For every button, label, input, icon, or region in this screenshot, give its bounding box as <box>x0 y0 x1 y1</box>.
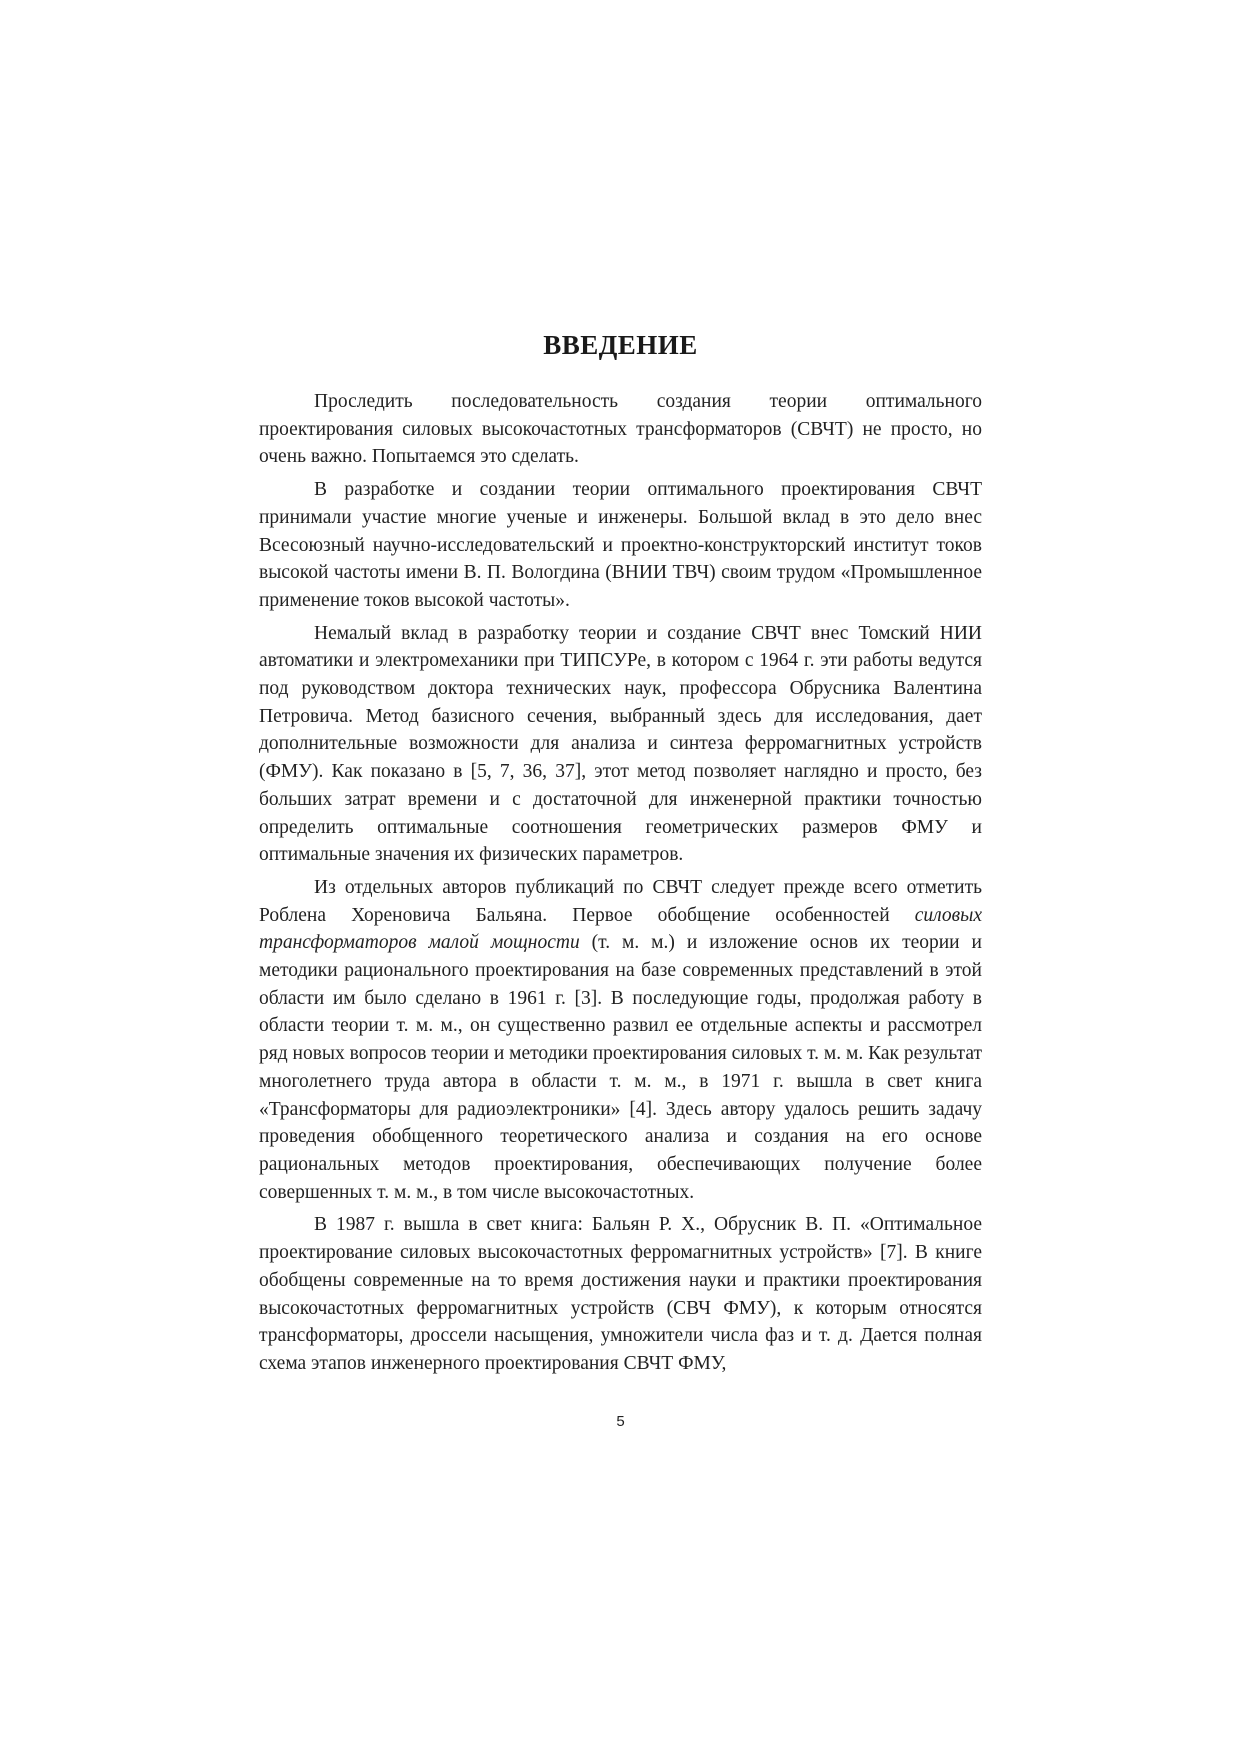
paragraph-4-text-end: (т. м. м.) и изложение основ их теории и методики рационального проектирования на базе современных представлений в этой области им было сделано в 1961 г. [3]. В последующие годы, продолжая работу в области теории т. м. м., он существенно развил ее отдельные аспекты и рассмотрел ряд новых вопросов теории и методики проектирования силовых т. м. м. Как результат многолетнего труда автора в области т. м. м., в 1971 г. вышла в свет книга «Трансформаторы для радиоэлектроники» [4]. Здесь автору удалось решить задачу проведения обобщенного теоретического анализа и создания на его основе рациональных методов проектирования, обеспечивающих получение более совершенных т. м. м., в том числе высокочастотных. <box>259 932 982 1203</box>
paragraph-4-emphasis: силовых трансформаторов малой мощности <box>259 904 982 954</box>
paragraph-1: Проследить последовательность создания теории оптимального проектирования силовых высокочастотных трансформаторов (СВЧТ) не просто, но очень важно. Попытаемся это сделать. <box>259 391 982 468</box>
paragraph-5: В 1987 г. вышла в свет книга: Бальян Р. Х., Обрусник В. П. «Оптимальное проектирование силовых высокочастотных ферромагнитных устройств» [7]. В книге обобщены современные на то время достижения науки и практики проектирования высокочастотных ферромагнитных устройств (СВЧ ФМУ), к которым относятся трансформаторы, дроссели насыщения, умножители числа фаз и т. д. Дается полная схема этапов инженерного проектирования СВЧТ ФМУ, <box>259 1214 982 1374</box>
page-title: ВВЕДЕНИЕ <box>543 330 698 360</box>
paragraph-2: В разработке и создании теории оптимального проектирования СВЧТ принимали участие многие ученые и инженеры. Большой вклад в это дело внес Всесоюзный научно-исследовательский и проектно-конструкторский институт токов высокой частоты имени В. П. Вологдина (ВНИИ ТВЧ) своим трудом «Промышленное применение токов высокой частоты». <box>259 479 982 611</box>
paragraph-3: Немалый вклад в разработку теории и создание СВЧТ внес Томский НИИ автоматики и электромеханики при ТИПСУРе, в котором с 1964 г. эти работы ведутся под руководством доктора технических наук, профессора Обрусника Валентина Петровича. Метод базисного сечения, выбранный здесь для исследования, дает дополнительные возможности для анализа и синтеза ферромагнитных устройств (ФМУ). Как показано в [5, 7, 36, 37], этот метод позволяет наглядно и просто, без больших затрат времени и с достаточной для инженерной практики точностью определить оптимальные соотношения геометрических размеров ФМУ и оптимальные значения их физических параметров. <box>259 622 982 866</box>
body-text <box>259 388 982 1378</box>
paragraph-4-text-start: Из отдельных авторов публикаций по СВЧТ следует прежде всего отметить Роблена Хореновича Бальяна. Первое обобщение особенностей <box>259 876 982 926</box>
page-number: 5 <box>616 1413 625 1430</box>
paragraph-4 <box>259 874 982 1206</box>
